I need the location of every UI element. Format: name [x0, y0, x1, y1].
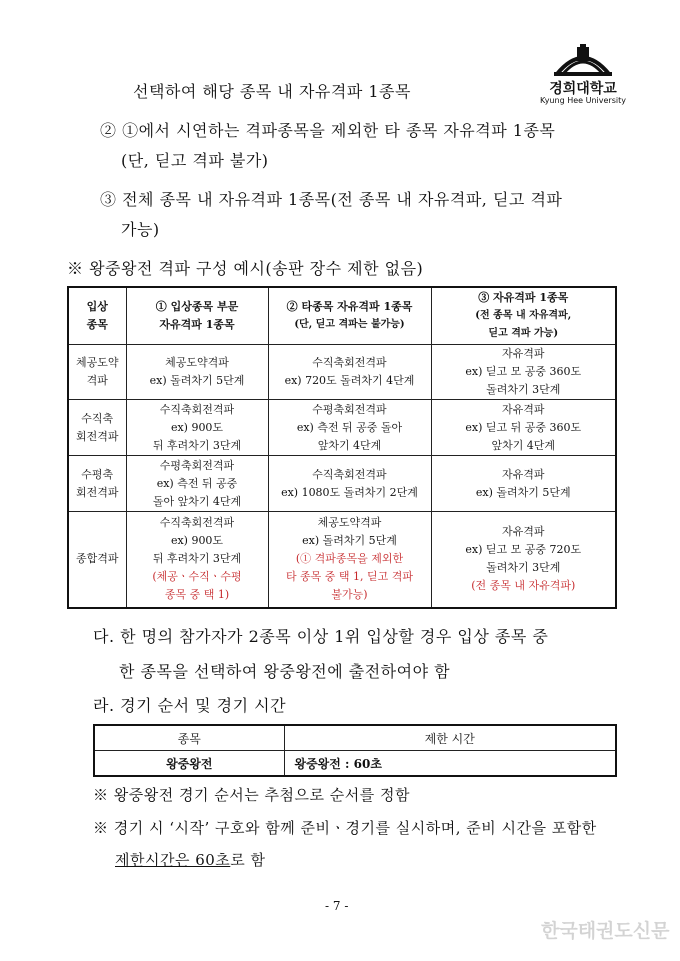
paragraph-da-line-2: 한 종목을 선택하여 왕중왕전에 출전하여야 함 — [119, 662, 451, 681]
table-row: 체공도약 격파 체공도약격파 ex) 돌려차기 5단계 수직축회전격파 ex) 720도 돌려차기 4단계 자유격파 ex) 딛고 모 공중 360도 돌려차기 3단계 — [68, 345, 616, 400]
text-line-3: (단, 딛고 격파 불가) — [121, 151, 269, 170]
page-number: - 7 - — [325, 899, 349, 913]
text-line-4: ③ 전체 종목 내 자유격파 1종목(전 종목 내 자유격파, 딛고 격파 — [100, 190, 563, 209]
header-event: 종목 — [94, 725, 284, 751]
composition-example-table — [67, 286, 617, 609]
header-col-2: ② 타종목 자유격파 1종목 (단, 딛고 격파는 불가능) — [268, 287, 431, 345]
table-header-row — [94, 725, 616, 751]
paragraph-ra: 라. 경기 순서 및 경기 시간 — [93, 696, 287, 715]
time-limit-table — [93, 724, 617, 777]
table-row: 왕중왕전 왕중왕전 : 60초 — [94, 751, 616, 777]
note-3: 제한시간은 60초로 함 — [115, 851, 266, 869]
text-line-5: 가능) — [121, 220, 160, 239]
header-col-3: ③ 자유격파 1종목 (전 종목 내 자유격파, 딛고 격파 가능) — [431, 287, 616, 345]
table-row: 수직축 회전격파 수직축회전격파 ex) 900도 뒤 후려차기 3단계 수평축회전격파 ex) 측전 뒤 공중 돌아 앞차기 4단계 자유격파 ex) 딛고 뒤 공중 360도 앞차기 4단계 — [68, 400, 616, 456]
logo-english-name: Kyung Hee University — [540, 96, 626, 105]
underlined-time-limit: 제한시간은 60초 — [115, 851, 231, 869]
table-row: 종합격파 수직축회전격파 ex) 900도 뒤 후려차기 3단계 (체공ㆍ수직ㆍ수평 종목 중 택 1) 체공도약격파 ex) 돌려차기 5단계 (① 격파종목을 제외한 타 종목 중 택 1, 딛고 격파 불가능) 자유격파 ex) 딛고 모 공중 720도 돌려차기 3단계 (전 종목 내 자유격파) — [68, 512, 616, 608]
university-emblem-icon — [551, 44, 615, 78]
note-2: ※ 경기 시 ‘시작’ 구호와 함께 준비ㆍ경기를 실시하며, 준비 시간을 포함한 — [93, 819, 597, 837]
text-line-2: ② ①에서 시연하는 격파종목을 제외한 타 종목 자유격파 1종목 — [100, 121, 556, 140]
header-event: 입상 종목 — [68, 287, 126, 345]
table-header-row — [68, 287, 616, 345]
university-logo — [533, 44, 633, 110]
header-time-limit: 제한 시간 — [284, 725, 616, 751]
paragraph-da-line-1: 다. 한 명의 참가자가 2종목 이상 1위 입상할 경우 입상 종목 중 — [93, 627, 549, 646]
text-line-1: 선택하여 해당 종목 내 자유격파 1종목 — [133, 82, 411, 101]
note-1: ※ 왕중왕전 경기 순서는 추첨으로 순서를 정함 — [93, 786, 410, 804]
header-col-1: ① 입상종목 부문 자유격파 1종목 — [126, 287, 268, 345]
composition-example-note: ※ 왕중왕전 격파 구성 예시(송판 장수 제한 없음) — [67, 259, 424, 278]
watermark: 한국태권도신문 — [541, 920, 670, 942]
table-row: 수평축 회전격파 수평축회전격파 ex) 측전 뒤 공중 돌아 앞차기 4단계 수직축회전격파 ex) 1080도 돌려차기 2단계 자유격파 ex) 돌려차기 5단계 — [68, 456, 616, 512]
logo-korean-name: 경희대학교 — [549, 81, 617, 97]
